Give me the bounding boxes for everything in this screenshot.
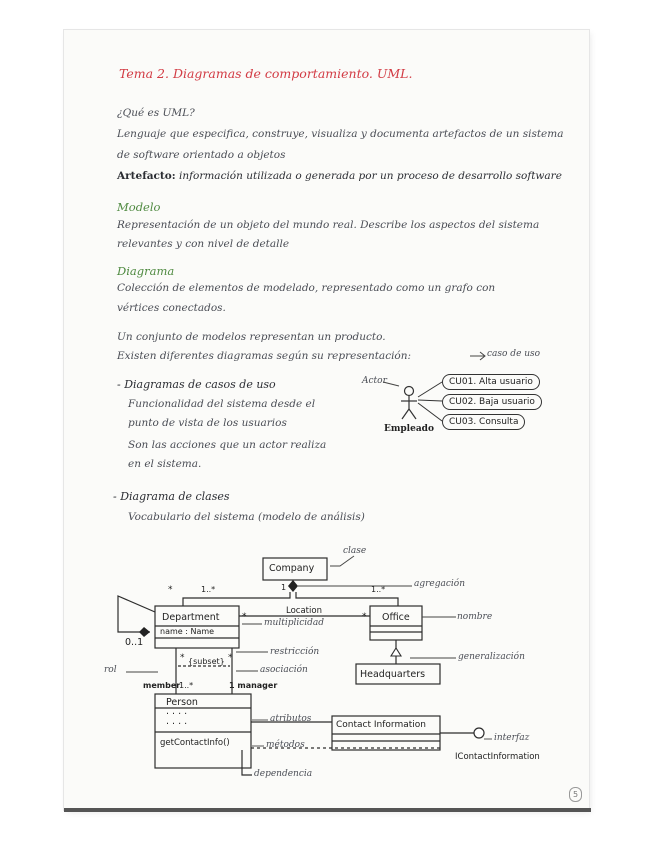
class-person: Person bbox=[166, 697, 198, 708]
interface-lollipop bbox=[474, 728, 484, 738]
mult-company-department: 1..* bbox=[201, 585, 216, 594]
mult-one-company: 1 bbox=[281, 583, 287, 592]
association-location: Location bbox=[286, 606, 322, 616]
interface-name: IContactInformation bbox=[455, 752, 540, 762]
question-uml: ¿Qué es UML? bbox=[117, 107, 195, 119]
role-member: member bbox=[143, 681, 181, 690]
use-case-1: CU01. Alta usuario bbox=[442, 374, 540, 390]
person-attributes-2: · · · · bbox=[166, 719, 188, 730]
actor-label: Actor bbox=[362, 376, 387, 386]
mult-star-right: * bbox=[228, 653, 233, 663]
annotation-restriccion: restricción bbox=[270, 647, 320, 657]
annotation-multiplicidad: multiplicidad bbox=[264, 618, 325, 628]
class-headquarters: Headquarters bbox=[360, 669, 426, 680]
annotation-clase: clase bbox=[343, 546, 367, 556]
annotation-rol: rol bbox=[104, 665, 117, 675]
casos-uso-line-4: en el sistema. bbox=[128, 458, 202, 470]
clases-subtitle: Vocabulario del sistema (modelo de análisis) bbox=[128, 511, 365, 523]
actor-name: Empleado bbox=[384, 424, 434, 434]
definition-line-1: Lenguaje que especifica, construye, visualiza y documenta artefactos de un sistema bbox=[117, 128, 564, 140]
producto-line-2: Existen diferentes diagramas según su representación: bbox=[117, 350, 412, 362]
person-method: getContactInfo() bbox=[160, 738, 230, 748]
use-case-3: CU03. Consulta bbox=[442, 414, 525, 430]
modelo-line-2: relevantes y con nivel de detalle bbox=[117, 238, 290, 250]
use-case-2: CU02. Baja usuario bbox=[442, 394, 542, 410]
caso-de-uso-label: caso de uso bbox=[487, 349, 541, 359]
definition-line-2: de software orientado a objetos bbox=[117, 149, 286, 161]
annotation-nombre: nombre bbox=[457, 612, 493, 622]
actor-arrow bbox=[383, 382, 399, 386]
casos-uso-line-3: Son las acciones que un actor realiza bbox=[128, 439, 327, 451]
role-manager: 1 manager bbox=[229, 681, 278, 690]
mult-company-office: 1..* bbox=[371, 585, 386, 594]
mult-star-company: * bbox=[168, 585, 173, 595]
actor-stick-figure bbox=[401, 387, 417, 420]
casos-uso-line-1: Funcionalidad del sistema desde el bbox=[128, 398, 316, 410]
modelo-line-1: Representación de un objeto del mundo real. Describe los aspectos del sistema bbox=[117, 219, 540, 231]
page-title: Tema 2. Diagramas de comportamiento. UML. bbox=[119, 66, 413, 81]
annotation-asociacion: asociación bbox=[260, 665, 308, 675]
casos-uso-heading: - Diagramas de casos de uso bbox=[117, 378, 276, 391]
mult-star-office: * bbox=[362, 612, 367, 622]
annotation-generalizacion: generalización bbox=[458, 652, 525, 662]
artefacto-text: información utilizada o generada por un proceso de desarrollo software bbox=[179, 170, 562, 182]
annotation-dependencia: dependencia bbox=[254, 769, 313, 779]
class-contact-information: Contact Information bbox=[336, 720, 426, 730]
page-number: 5 bbox=[569, 787, 582, 802]
annotation-agregacion: agregación bbox=[414, 579, 466, 589]
annotation-interfaz: interfaz bbox=[494, 733, 530, 743]
class-department: Department bbox=[162, 612, 220, 623]
diagrama-line-2: vértices conectados. bbox=[117, 302, 226, 314]
constraint-subset: {subset} bbox=[188, 657, 225, 666]
person-attributes: · · · · bbox=[166, 709, 188, 720]
casos-uso-line-2: punto de vista de los usuarios bbox=[128, 417, 287, 429]
role-member-multiplicity: 1..* bbox=[179, 681, 194, 690]
producto-line-1: Un conjunto de modelos representan un producto. bbox=[117, 331, 386, 343]
mult-star-left: * bbox=[180, 653, 185, 663]
clases-heading: - Diagrama de clases bbox=[113, 490, 230, 503]
artefacto-label: Artefacto: bbox=[117, 170, 176, 182]
mult-star-department: * bbox=[242, 612, 247, 622]
diagrama-heading: Diagrama bbox=[117, 264, 175, 278]
annotation-atributos: atributos bbox=[270, 714, 312, 724]
actor-associations bbox=[418, 382, 442, 421]
department-attribute: name : Name bbox=[160, 627, 215, 636]
self-aggregation-diamond bbox=[139, 627, 150, 637]
mult-zero-one: 0..1 bbox=[125, 637, 144, 648]
annotation-metodos: métodos bbox=[266, 740, 305, 750]
diagrama-line-1: Colección de elementos de modelado, representado como un grafo con bbox=[117, 282, 496, 294]
class-office: Office bbox=[382, 612, 410, 623]
generalization-triangle bbox=[391, 648, 401, 656]
modelo-heading: Modelo bbox=[117, 200, 161, 214]
composition-diamond bbox=[288, 580, 298, 592]
class-company: Company bbox=[269, 563, 315, 574]
